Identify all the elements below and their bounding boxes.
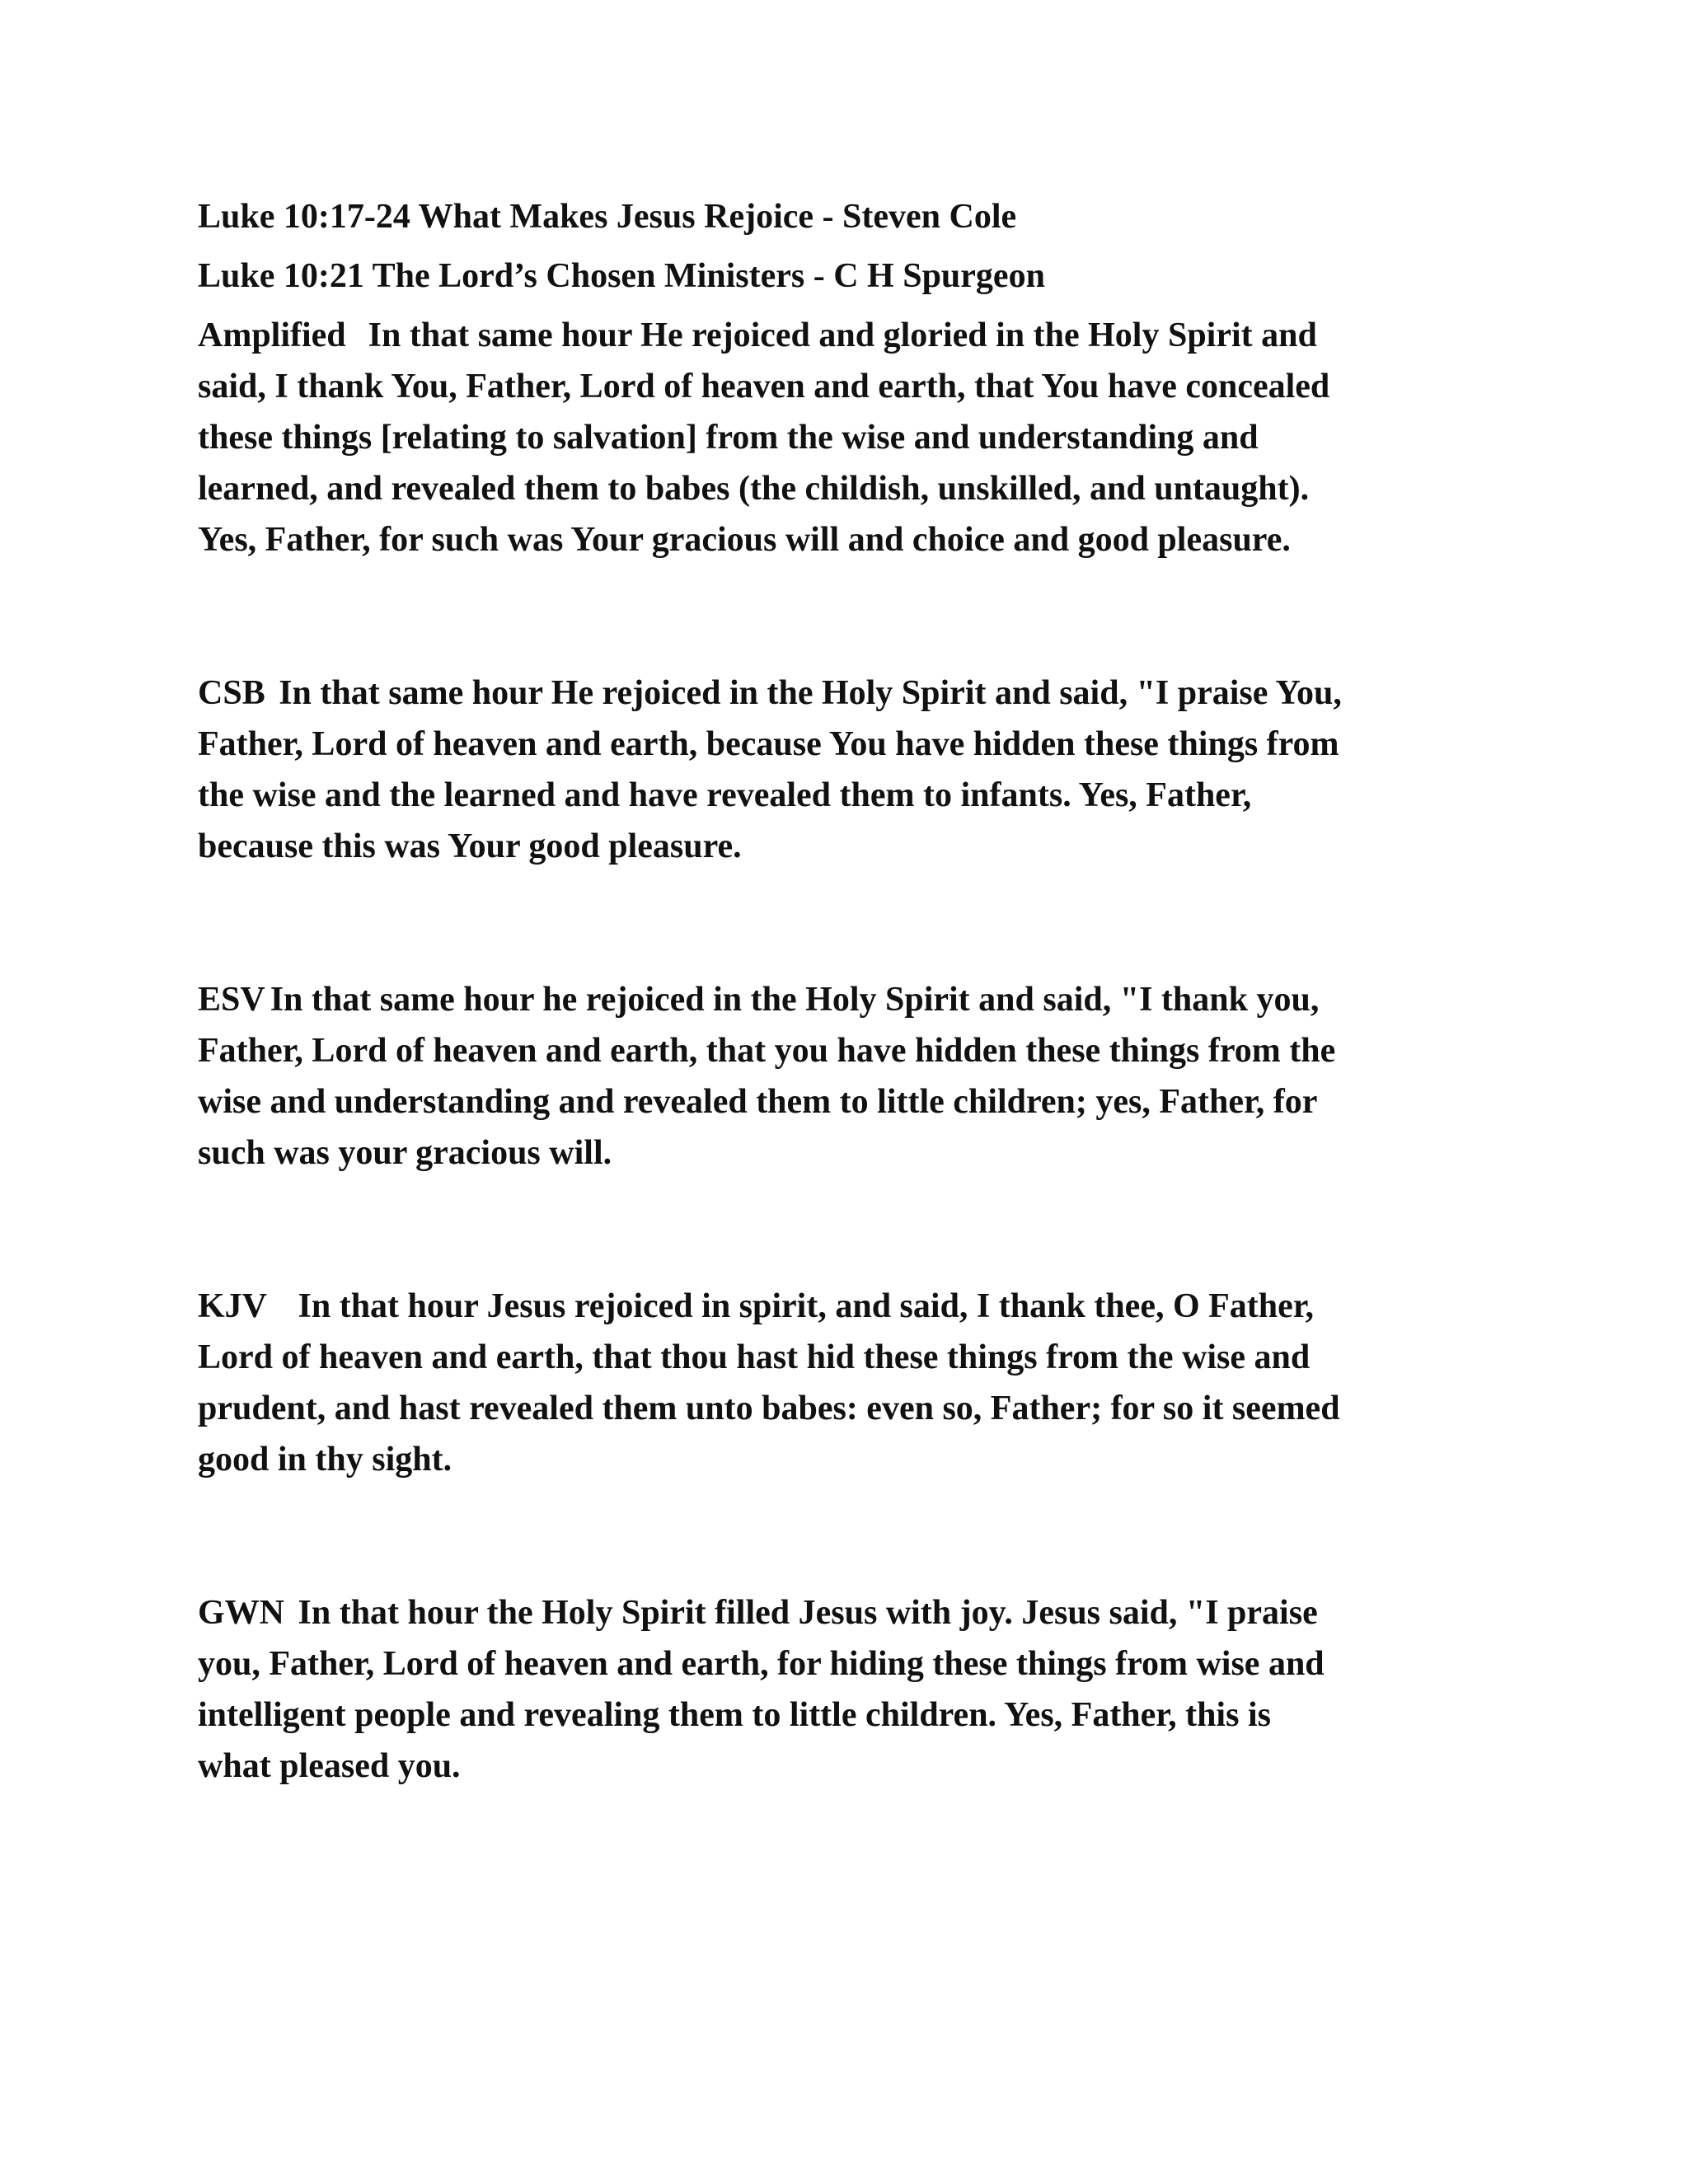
verse-text: In that hour the Holy Spirit filled Jesus with joy. Jesus said, "I praise [298,1594,1318,1632]
verse-line [198,668,1500,719]
version-label: Amplified [198,316,346,354]
verse-line: because this was Your good pleasure. [198,827,742,865]
verse-text: In that same hour He rejoiced and gloried in the Holy Spirit and [368,316,1317,354]
verse-text: In that same hour he rejoiced in the Holy Spirit and said, "I thank you, [270,981,1320,1019]
verse-line: you, Father, Lord of heaven and earth, for hiding these things from wise and [198,1645,1325,1683]
verse-line: said, I thank You, Father, Lord of heaven and earth, that You have concealed [198,368,1330,405]
verse-line: these things [relating to salvation] from the wise and understanding and [198,419,1259,457]
verse-text: In that same hour He rejoiced in the Holy Spirit and said, "I praise You, [279,674,1342,712]
verse-line: Father, Lord of heaven and earth, because You have hidden these things from [198,725,1339,763]
verse-amplified [198,310,1500,565]
version-label: ESV [198,981,265,1019]
verse-line: prudent, and hast revealed them unto babes: even so, Father; for so it seemed [198,1390,1340,1427]
version-label: GWN [198,1594,284,1632]
link-steven-cole-text[interactable]: Luke 10:17-24 What Makes Jesus Rejoice - Steven Cole [198,198,1017,236]
link-spurgeon-sermon[interactable] [198,251,1500,302]
document-body [198,191,1500,1792]
verse-kjv [198,1281,1500,1485]
verse-line: Father, Lord of heaven and earth, that you have hidden these things from the [198,1032,1336,1070]
verse-line: the wise and the learned and have revealed them to infants. Yes, Father, [198,776,1252,814]
verse-line [198,1587,1500,1638]
verse-gwn [198,1587,1500,1792]
version-label: KJV [198,1287,267,1325]
verse-esv [198,974,1500,1179]
verse-line [198,1281,1500,1332]
link-spurgeon-text[interactable]: Luke 10:21 The Lord’s Chosen Ministers - C H Spurgeon [198,257,1045,295]
verse-line: what pleased you. [198,1747,461,1785]
verse-line: Lord of heaven and earth, that thou hast hid these things from the wise and [198,1338,1311,1376]
verse-line [198,974,1500,1025]
verse-line: learned, and revealed them to babes (the childish, unskilled, and untaught). [198,470,1310,508]
verse-line: Yes, Father, for such was Your gracious will and choice and good pleasure. [198,521,1291,559]
verse-line: good in thy sight. [198,1441,452,1479]
link-steven-cole-sermon[interactable] [198,191,1500,242]
verse-csb [198,668,1500,872]
verse-line: intelligent people and revealing them to little children. Yes, Father, this is [198,1696,1271,1734]
verse-line [198,310,1500,361]
verse-text: In that hour Jesus rejoiced in spirit, and said, I thank thee, O Father, [298,1287,1315,1325]
verse-line: such was your gracious will. [198,1134,612,1172]
version-label: CSB [198,674,265,712]
verse-line: wise and understanding and revealed them to little children; yes, Father, for [198,1083,1318,1121]
